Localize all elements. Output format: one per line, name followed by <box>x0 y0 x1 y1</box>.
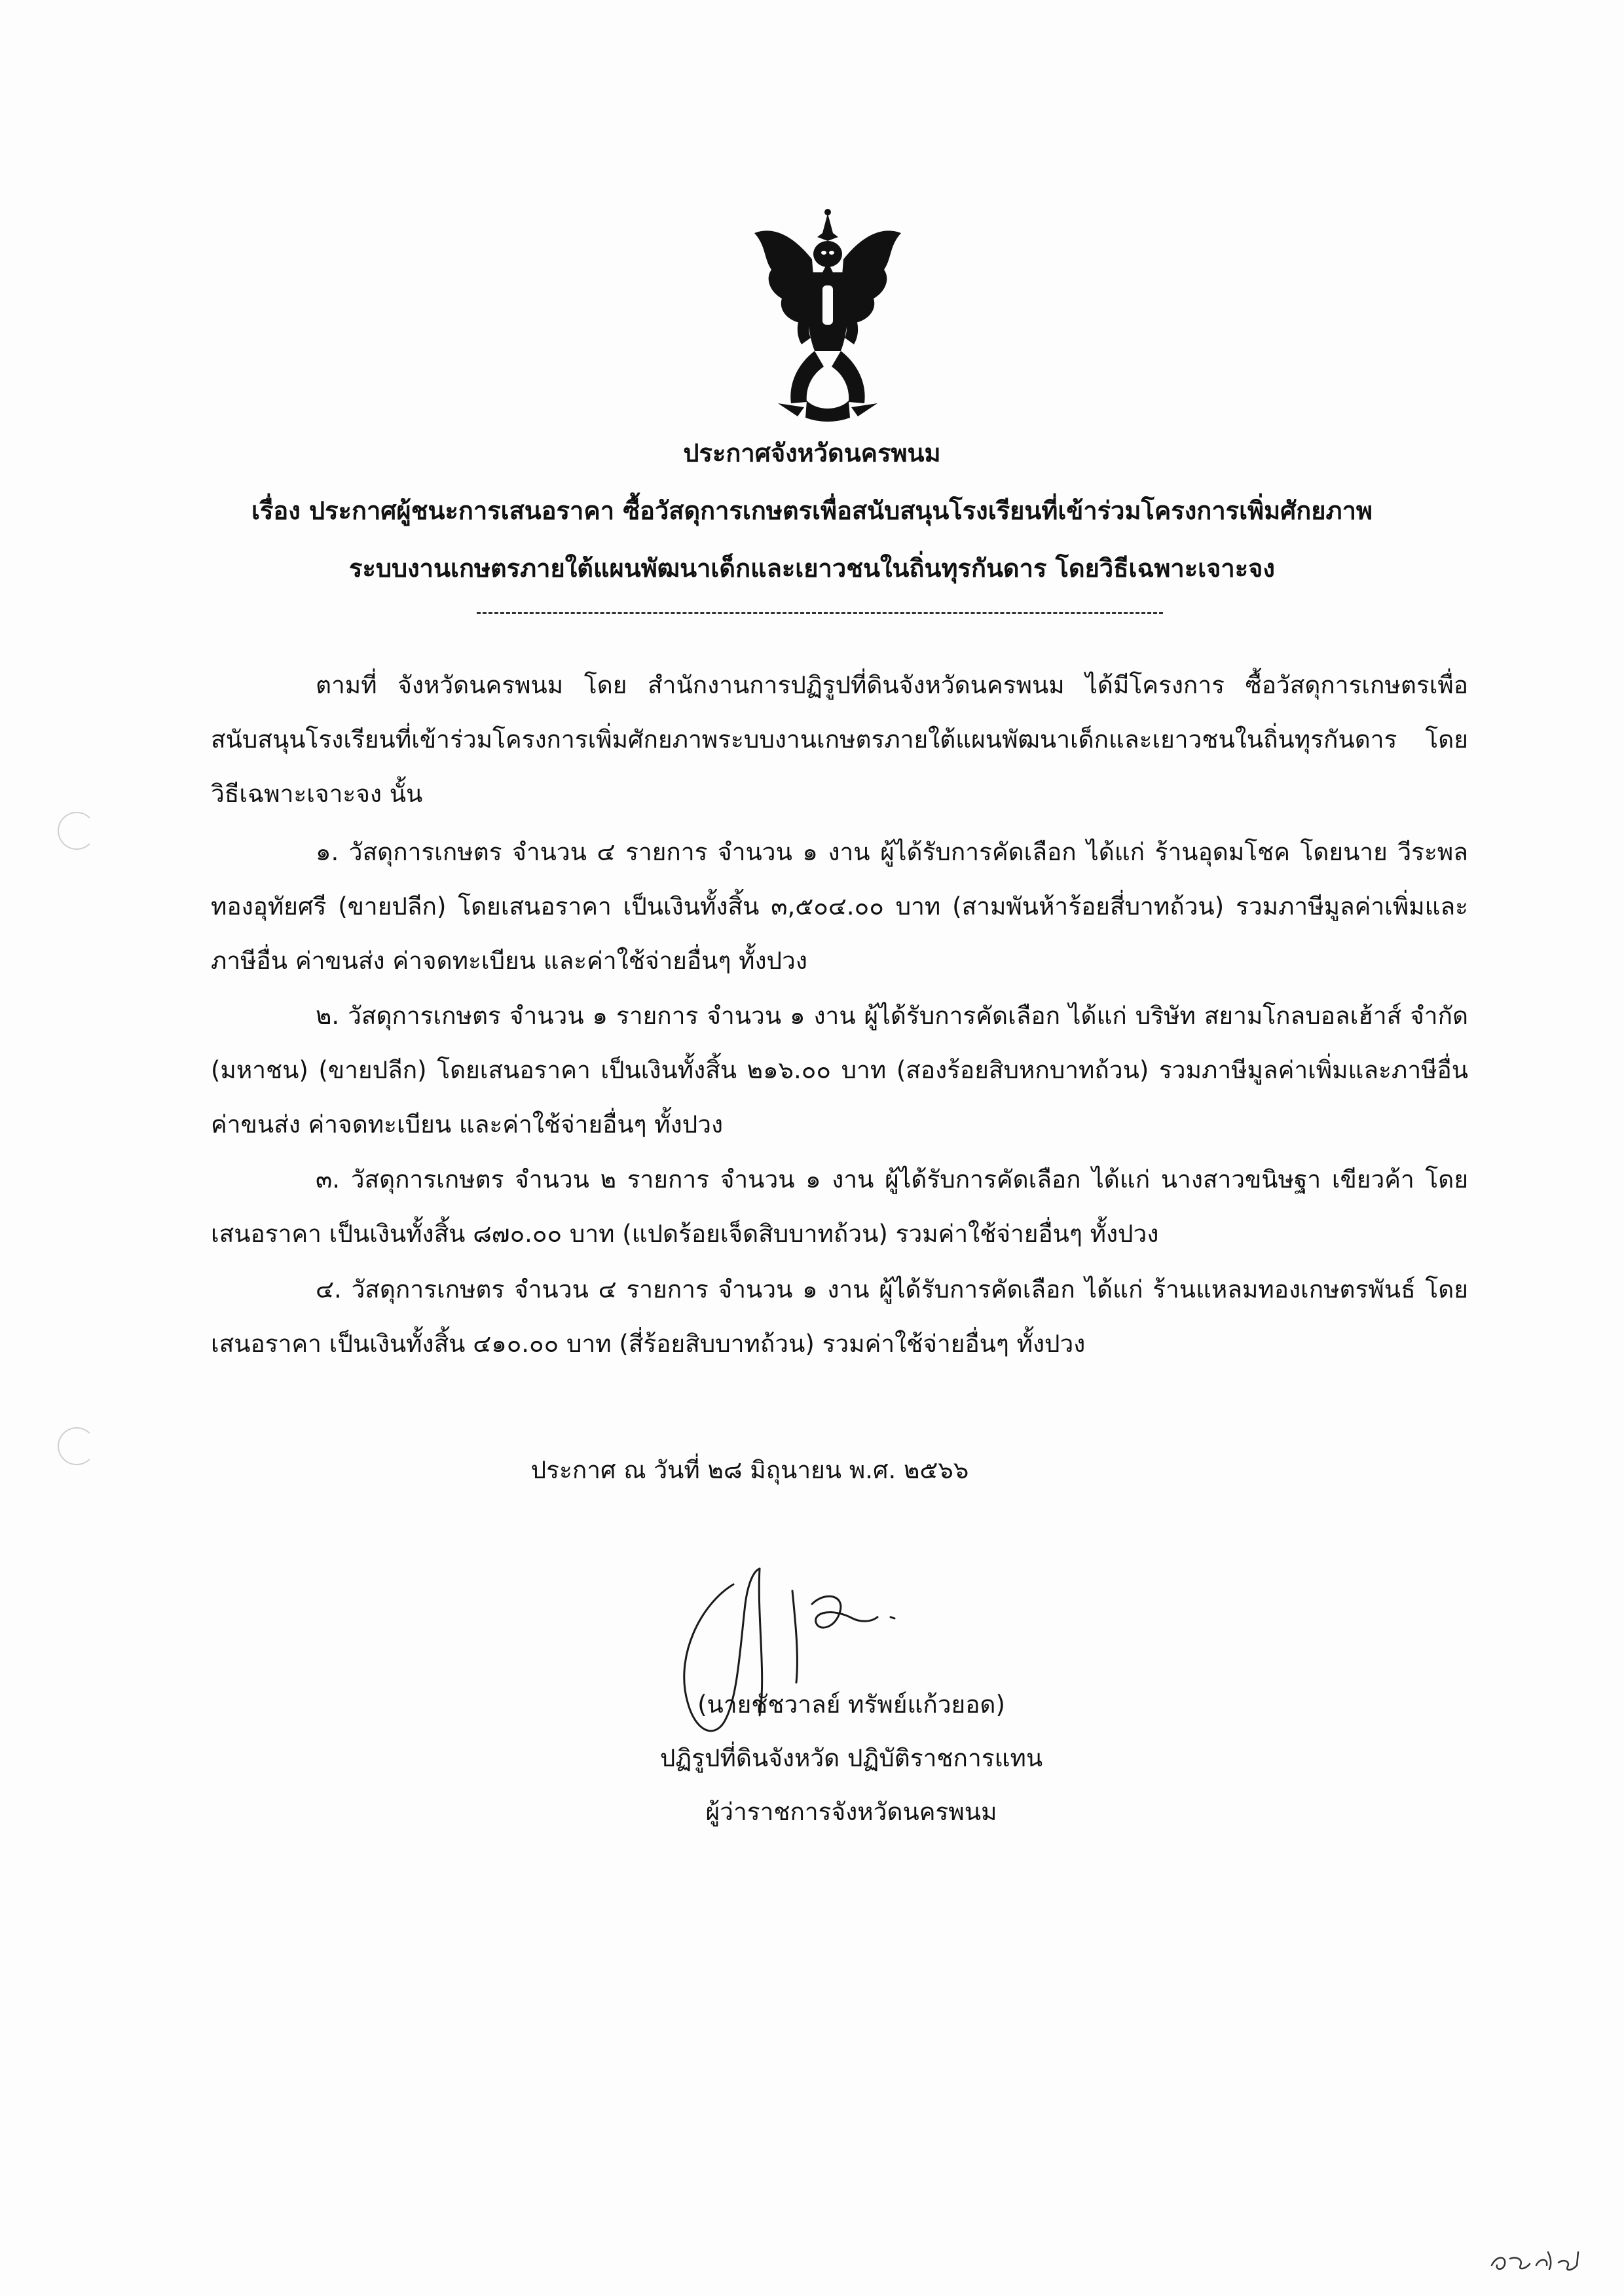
signer-position: ปฏิรูปที่ดินจังหวัด ปฏิบัติราชการแทน <box>659 1744 1043 1772</box>
award-item-3: ๓. วัสดุการเกษตร จำนวน ๒ รายการ จำนวน ๑ งาน ผู้ได้รับการคัดเลือก ได้แก่ นางสาวขนิษฐา เขียวค้า โดยเสนอราคา เป็นเงินทั้งสิ้น ๘๗๐.๐๐ บาท (แปดร้อยเจ็ดสิบบาทถ้วน) รวมค่าใช้จ่ายอื่นๆ ทั้งปวง <box>211 1165 1468 1248</box>
garuda-emblem-icon <box>752 207 904 423</box>
document-title: ประกาศจังหวัดนครพนม <box>683 439 941 467</box>
award-item-1: ๑. วัสดุการเกษตร จำนวน ๔ รายการ จำนวน ๑ งาน ผู้ได้รับการคัดเลือก ได้แก่ ร้านอุดมโชค โดยนาย วีระพล ทองอุทัยศรี (ขายปลีก) โดยเสนอราคา เป็นเงินทั้งสิ้น ๓,๕๐๔.๐๐ บาท (สามพันห้าร้อยสี่บาทถ้วน) รวมภาษีมูลค่าเพิ่มและภาษีอื่น ค่าขนส่ง ค่าจดทะเบียน และค่าใช้จ่ายอื่นๆ ทั้งปวง <box>211 838 1468 975</box>
punch-hole-mark <box>58 1427 96 1465</box>
subject-line-2: ระบบงานเกษตรภายใต้แผนพัฒนาเด็กและเยาวชนในถิ่นทุรกันดาร โดยวิธีเฉพาะเจาะจง <box>349 554 1275 583</box>
title-divider <box>477 612 1163 614</box>
handwritten-initials <box>1486 2239 1585 2278</box>
signer-office: ผู้ว่าราชการจังหวัดนครพนม <box>705 1798 997 1826</box>
award-item-4: ๔. วัสดุการเกษตร จำนวน ๔ รายการ จำนวน ๑ งาน ผู้ได้รับการคัดเลือก ได้แก่ ร้านแหลมทองเกษตรพันธ์ โดยเสนอราคา เป็นเงินทั้งสิ้น ๔๑๐.๐๐ บาท (สี่ร้อยสิบบาทถ้วน) รวมค่าใช้จ่ายอื่นๆ ทั้งปวง <box>211 1275 1468 1358</box>
award-item-2: ๒. วัสดุการเกษตร จำนวน ๑ รายการ จำนวน ๑ งาน ผู้ได้รับการคัดเลือก ได้แก่ บริษัท สยามโกลบอลเฮ้าส์ จำกัด (มหาชน) (ขายปลีก) โดยเสนอราคา เป็นเงินทั้งสิ้น ๒๑๖.๐๐ บาท (สองร้อยสิบหกบาทถ้วน) รวมภาษีมูลค่าเพิ่มและภาษีอื่น ค่าขนส่ง ค่าจดทะเบียน และค่าใช้จ่ายอื่นๆ ทั้งปวง <box>211 1002 1468 1139</box>
punch-hole-mark <box>58 812 96 850</box>
announcement-date: ประกาศ ณ วันที่ ๒๘ มิถุนายน พ.ศ. ๒๕๖๖ <box>530 1456 969 1484</box>
subject-line-1: เรื่อง ประกาศผู้ชนะการเสนอราคา ซื้อวัสดุการเกษตรเพื่อสนับสนุนโรงเรียนที่เข้าร่วมโครงการเพิ่มศักยภาพ <box>251 496 1373 525</box>
intro-paragraph: ตามที่ จังหวัดนครพนม โดย สำนักงานการปฏิรูปที่ดินจังหวัดนครพนม ได้มีโครงการ ซื้อวัสดุการเกษตรเพื่อสนับสนุนโรงเรียนที่เข้าร่วมโครงการเพิ่มศักยภาพระบบงานเกษตรภายใต้แผนพัฒนาเด็กและเยาวชนในถิ่นทุรกันดาร โดยวิธีเฉพาะเจาะจง นั้น <box>211 671 1468 808</box>
signer-name: (นายชัชวาลย์ ทรัพย์แก้วยอด) <box>697 1690 1005 1719</box>
